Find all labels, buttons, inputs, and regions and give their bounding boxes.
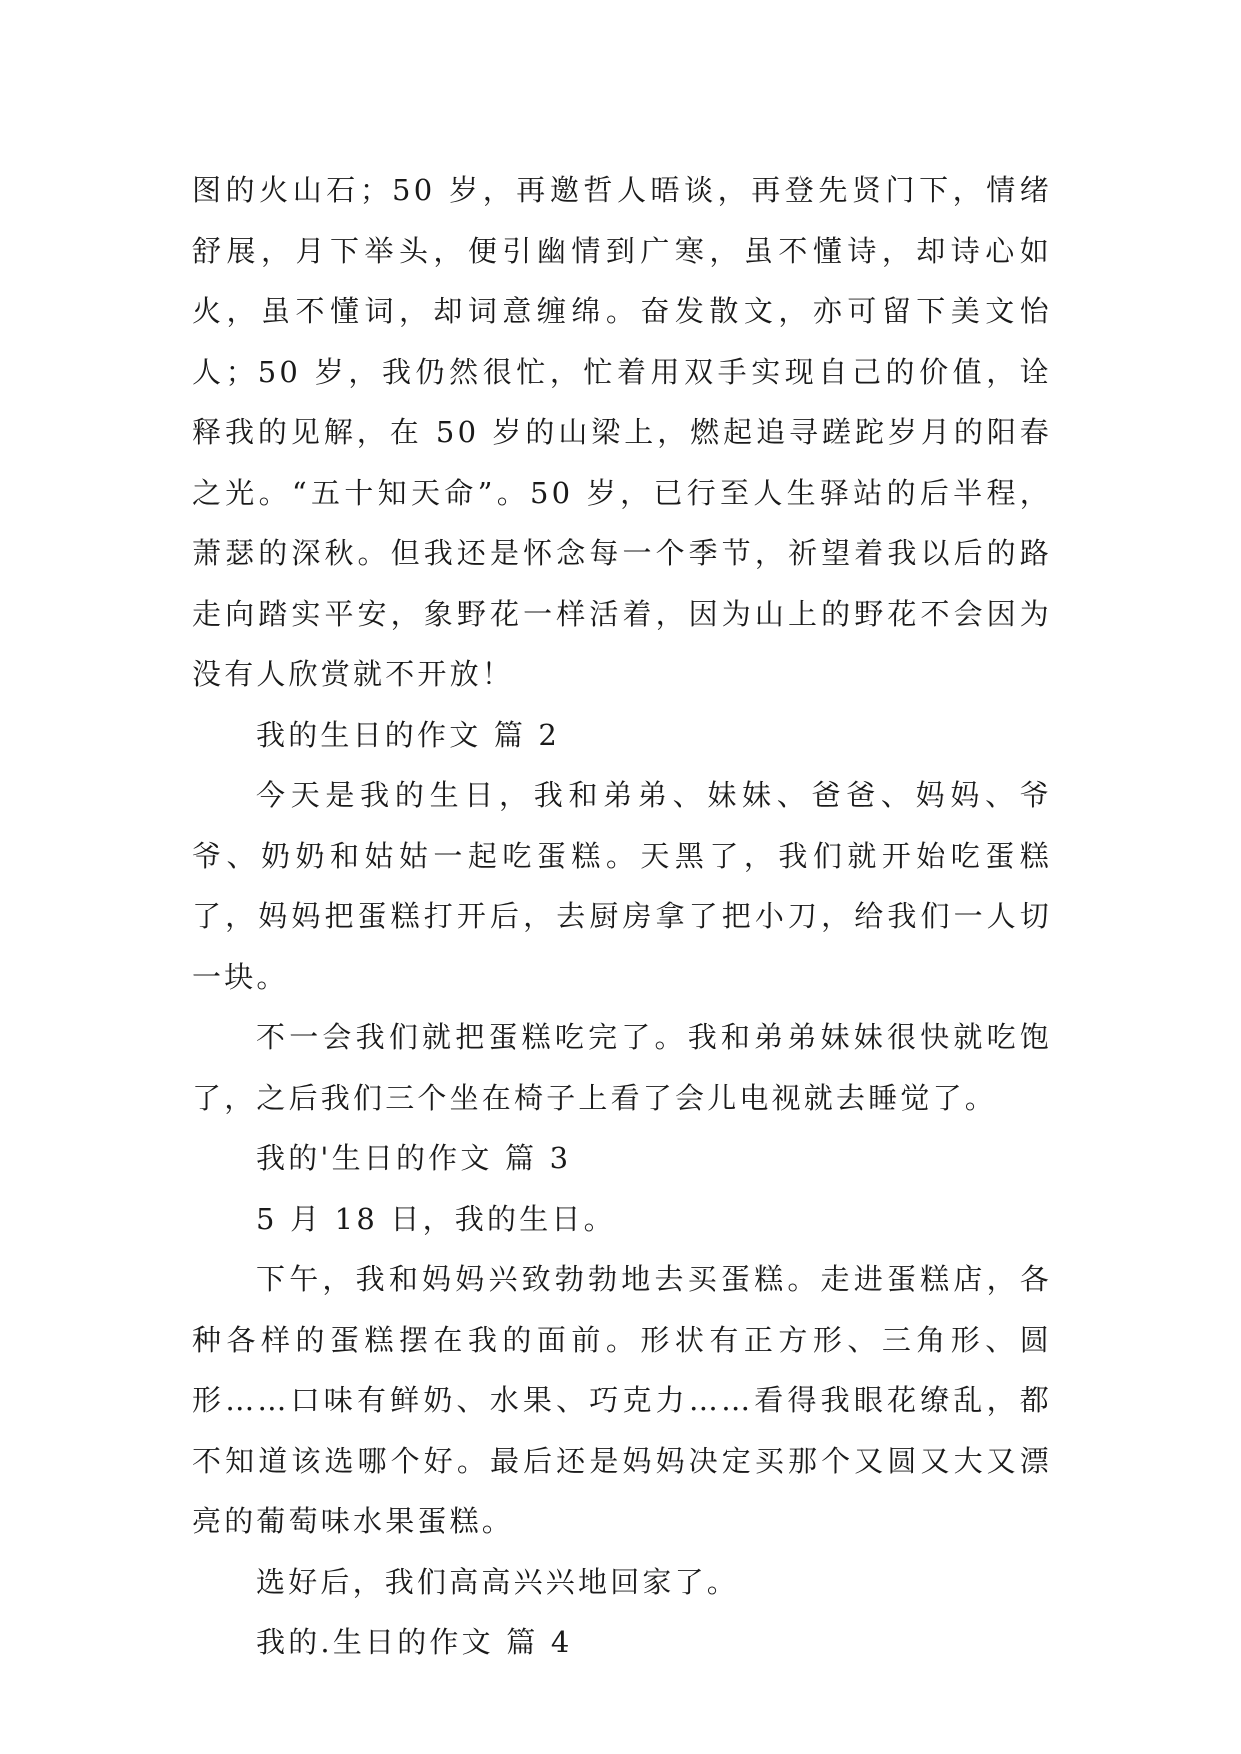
paragraph-section3-2: 选好后，我们高高兴兴地回家了。 (256, 1564, 740, 1599)
paragraph-intro-continued: 图的火山石；50 岁，再邀哲人晤谈，再登先贤门下，情绪舒展，月下举头，便引幽情到广寒，虽不懂诗，却诗心如火，虽不懂词，却词意缠绵。奋发散文，亦可留下美文怡人；50 岁，我仍然很忙，忙着用双手实现自己的价值，诠释我的见解，在 50 岁的山梁上，燃起追寻蹉跎岁月的阳春之光。“五十知天命”。50 岁，已行至人生驿站的后半程，萧瑟的深秋。但我还是怀念每一个季节，祈望着我以后的路走向踏实平安，象野花一样活着，因为山上的野花不会因为没有人欣赏就不开放！ (192, 173, 1052, 691)
paragraph-section2-2: 不一会我们就把蛋糕吃完了。我和弟弟妹妹很快就吃饱了，之后我们三个坐在椅子上看了会儿电视就去睡觉了。 (192, 1020, 1052, 1115)
paragraph-section3-1: 下午，我和妈妈兴致勃勃地去买蛋糕。走进蛋糕店，各种各样的蛋糕摆在我的面前。形状有正方形、三角形、圆形……口味有鲜奶、水果、巧克力……看得我眼花缭乱，都不知道该选哪个好。最后还是妈妈决定买那个又圆又大又漂亮的葡萄味水果蛋糕。 (192, 1262, 1052, 1538)
paragraph-section2-1: 今天是我的生日，我和弟弟、妹妹、爸爸、妈妈、爷爷、奶奶和姑姑一起吃蛋糕。天黑了，我们就开始吃蛋糕了，妈妈把蛋糕打开后，去厨房拿了把小刀，给我们一人切一块。 (192, 778, 1052, 994)
section-heading-3: 我的'生日的作文 篇 3 (256, 1141, 572, 1175)
section-heading-2: 我的生日的作文 篇 2 (256, 717, 561, 752)
document-body (192, 160, 1052, 1673)
section-heading-4: 我的.生日的作文 篇 4 (256, 1625, 573, 1659)
paragraph-section3-date: 5 月 18 日，我的生日。 (256, 1201, 616, 1236)
